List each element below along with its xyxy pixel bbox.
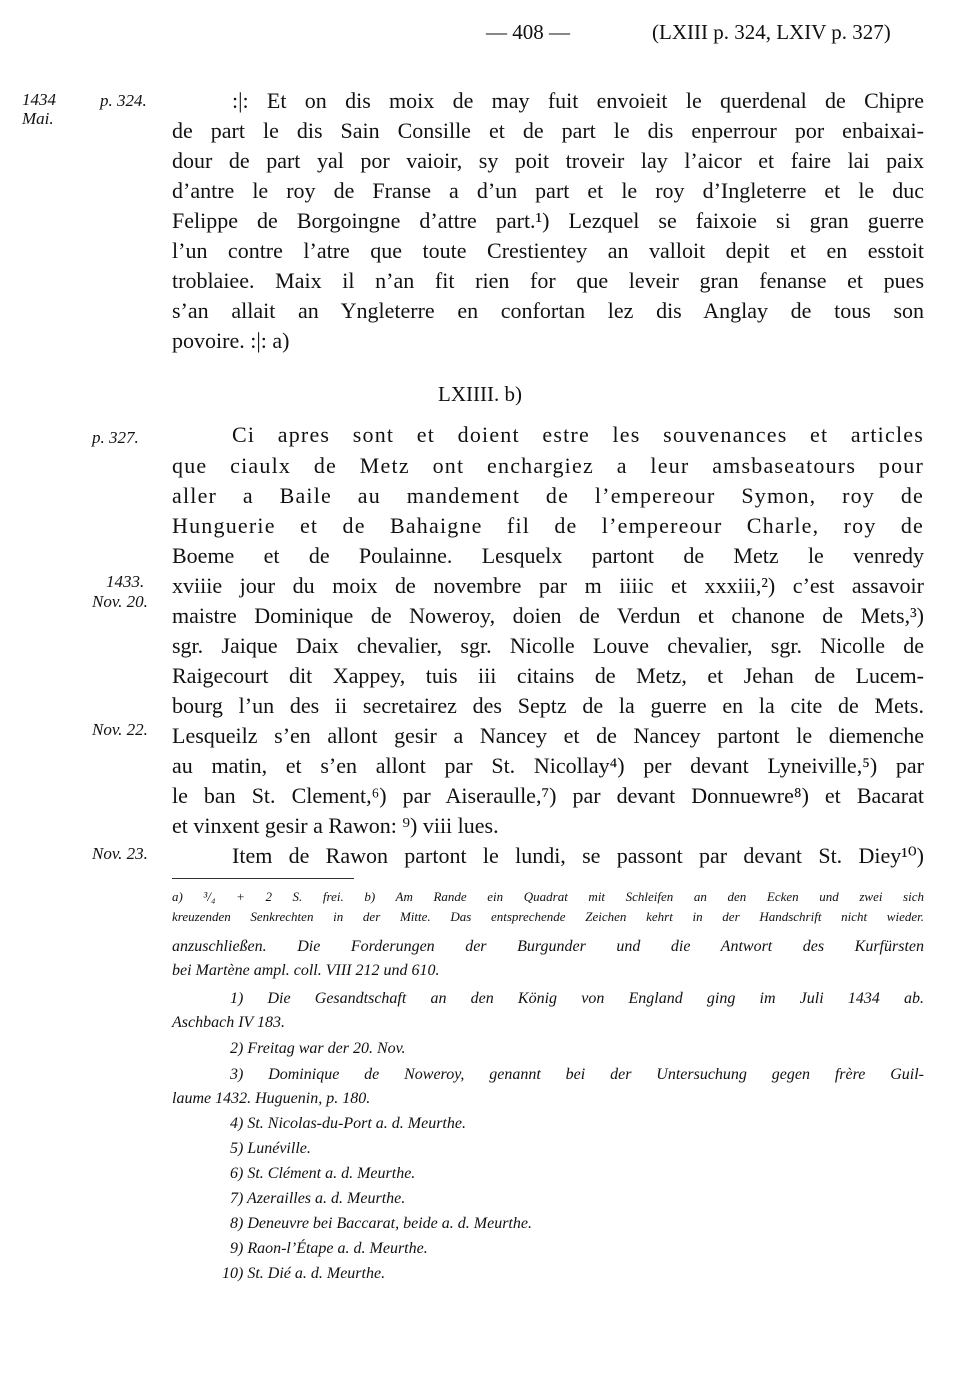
margin-page-ref: p. 327. bbox=[92, 428, 139, 447]
text-line: le ban St. Clement,⁶) par Aiseraulle,⁷) par devant Donnuewre⁸) et Bacarat bbox=[172, 783, 924, 808]
footnote-line: 3) Dominique de Noweroy, genannt bei der Untersuchung gegen frère Guil- bbox=[230, 1066, 924, 1083]
margin-page-ref: p. 324. bbox=[100, 91, 147, 110]
margin-year: 1433. bbox=[106, 572, 145, 591]
footnote-line: 7) Azerailles a. d. Meurthe. bbox=[230, 1190, 406, 1207]
footnote-line: 8) Deneuvre bei Baccarat, beide a. d. Meurthe. bbox=[230, 1215, 532, 1232]
text-line: Felippe de Borgoingne d’attre part.¹) Lezquel se faixoie si gran guerre bbox=[172, 208, 924, 233]
footnote-line: Aschbach IV 183. bbox=[172, 1014, 286, 1031]
text-line: Raigecourt dit Xappey, tuis iii citains de Metz, et Jehan de Lucem- bbox=[172, 663, 924, 688]
margin-date: Nov. 20. bbox=[92, 592, 148, 611]
footnote-line: bei Martène ampl. coll. VIII 212 und 610. bbox=[172, 962, 440, 979]
footnote-line: 6) St. Clément a. d. Meurthe. bbox=[230, 1165, 416, 1182]
footnote-line: 10) St. Dié a. d. Meurthe. bbox=[222, 1265, 386, 1282]
page-number: — 408 — bbox=[486, 20, 570, 44]
text-line: d’antre le roy de Franse a d’un part et le roy d’Ingleterre et le duc bbox=[172, 178, 924, 203]
footnote-line: laume 1432. Huguenin, p. 180. bbox=[172, 1090, 371, 1107]
text-line: :|: Et on dis moix de may fuit envoieit le querdenal de Chipre bbox=[232, 88, 924, 113]
margin-date: Nov. 23. bbox=[92, 844, 148, 863]
text-line: l’un contre l’atre que toute Crestientey an valloit depit et en esstoit bbox=[172, 238, 924, 263]
margin-month: Mai. bbox=[22, 109, 54, 128]
footnote-line: 2) Freitag war der 20. Nov. bbox=[230, 1040, 406, 1057]
footnote-line: 4) St. Nicolas-du-Port a. d. Meurthe. bbox=[230, 1115, 466, 1132]
margin-date: Nov. 22. bbox=[92, 720, 148, 739]
text-line: sgr. Jaique Daix chevalier, sgr. Nicolle Louve chevalier, sgr. Nicolle de bbox=[172, 633, 924, 658]
text-line: aller a Baile au mandement de l’empereour Symon, roy de bbox=[172, 483, 924, 508]
text-line: et vinxent gesir a Rawon: ⁹) viii lues. bbox=[172, 813, 499, 838]
text-line: au matin, et s’en allont par St. Nicollay⁴) per devant Lyneiville,⁵) par bbox=[172, 753, 924, 778]
footnote-line: 5) Lunéville. bbox=[230, 1140, 311, 1157]
text-line: s’an allait an Yngleterre en confortan lez dis Anglay de tous son bbox=[172, 298, 924, 323]
text-line: Lesqueilz s’en allont gesir a Nancey et de Nancey partont le diemenche bbox=[172, 723, 924, 748]
text-line: Hunguerie et de Bahaigne fil de l’empereour Charle, roy de bbox=[172, 513, 924, 538]
text-line: maistre Dominique de Noweroy, doien de Verdun et chanone de Mets,³) bbox=[172, 603, 924, 628]
section-heading: LXIIII. b) bbox=[438, 382, 522, 406]
text-line: dour de part yal por vaioir, sy poit troveir lay l’aicor et faire lai paix bbox=[172, 148, 924, 173]
footnote-line: kreuzenden Senkrechten in der Mitte. Das entsprechende Zeichen kehrt in der Handschrift nicht wieder. bbox=[172, 909, 924, 924]
footnote-line: 1) Die Gesandtschaft an den König von England ging im Juli 1434 ab. bbox=[230, 990, 924, 1007]
text-line: de part le dis Sain Consille et de part le dis enperrour por enbaixai- bbox=[172, 118, 924, 143]
page-header bbox=[0, 16, 960, 50]
page-reference: (LXIII p. 324, LXIV p. 327) bbox=[652, 20, 891, 44]
text-line: Ci apres sont et doient estre les souvenances et articles bbox=[232, 422, 924, 447]
footnote-line: a) ³/₄ + 2 S. frei. b) Am Rande ein Quadrat mit Schleifen an den Ecken und zwei sich bbox=[172, 889, 924, 904]
text-line: que ciaulx de Metz ont enchargiez a leur amsbaseatours pour bbox=[172, 453, 924, 478]
text-line: Boeme et de Poulainne. Lesquelx partont de Metz le venredy bbox=[172, 543, 924, 568]
text-line: bourg l’un des ii secretairez des Septz de la guerre en la cite de Mets. bbox=[172, 693, 924, 718]
footnote-line: 9) Raon-l’Étape a. d. Meurthe. bbox=[230, 1240, 428, 1257]
text-line: povoire. :|: a) bbox=[172, 328, 290, 353]
margin-year: 1434 bbox=[22, 90, 56, 109]
text-line: troblaiee. Maix il n’an fit rien for que leveir gran fenanse et pues bbox=[172, 268, 924, 293]
text-line: xviiie jour du moix de novembre par m iiiic et xxxiii,²) c’est assavoir bbox=[172, 573, 924, 598]
footnote-rule bbox=[172, 878, 354, 879]
text-line: Item de Rawon partont le lundi, se passont par devant St. Diey¹⁰) bbox=[232, 843, 924, 868]
footnote-line: anzuschließen. Die Forderungen der Burgunder und die Antwort des Kurfürsten bbox=[172, 938, 924, 955]
